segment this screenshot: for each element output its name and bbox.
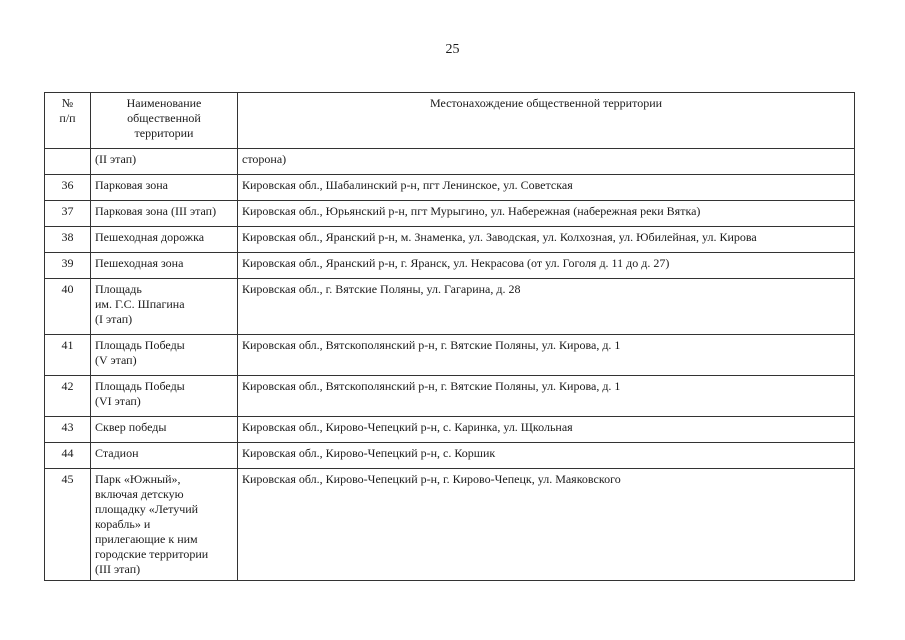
row-number: 42: [45, 376, 91, 417]
table-row: [45, 376, 855, 417]
row-location: Кировская обл., г. Вятские Поляны, ул. Гагарина, д. 28: [238, 279, 855, 335]
row-number: 43: [45, 417, 91, 443]
row-name: Площадь Победы (V этап): [91, 335, 238, 376]
row-number: 40: [45, 279, 91, 335]
table-row: [45, 279, 855, 335]
table-row: [45, 175, 855, 201]
row-location: Кировская обл., Кирово-Чепецкий р-н, с. Каринка, ул. Щкольная: [238, 417, 855, 443]
row-location: Кировская обл., Кирово-Чепецкий р-н, с. Коршик: [238, 443, 855, 469]
header-name: Наименование общественной территории: [91, 93, 238, 149]
row-name: Сквер победы: [91, 417, 238, 443]
row-name: Парковая зона (III этап): [91, 201, 238, 227]
row-number: [45, 149, 91, 175]
row-name: (II этап): [91, 149, 238, 175]
row-number: 41: [45, 335, 91, 376]
row-name: Стадион: [91, 443, 238, 469]
table-row: [45, 201, 855, 227]
row-location: сторона): [238, 149, 855, 175]
row-location: Кировская обл., Яранский р-н, м. Знаменка, ул. Заводская, ул. Колхозная, ул. Юбилейная, ул. Кирова: [238, 227, 855, 253]
row-name: Площадь им. Г.С. Шпагина (I этап): [91, 279, 238, 335]
header-location: Местонахождение общественной территории: [238, 93, 855, 149]
row-number: 36: [45, 175, 91, 201]
table-row: [45, 443, 855, 469]
row-name: Парковая зона: [91, 175, 238, 201]
row-name: Парк «Южный», включая детскую площадку «Летучий корабль» и прилегающие к ним городские территории (III этап): [91, 469, 238, 581]
row-location: Кировская обл., Кирово-Чепецкий р-н, г. Кирово-Чепецк, ул. Маяковского: [238, 469, 855, 581]
row-location: Кировская обл., Вятскополянский р-н, г. Вятские Поляны, ул. Кирова, д. 1: [238, 376, 855, 417]
row-name: Пешеходная дорожка: [91, 227, 238, 253]
row-location: Кировская обл., Вятскополянский р-н, г. Вятские Поляны, ул. Кирова, д. 1: [238, 335, 855, 376]
page-number: 25: [445, 42, 460, 57]
table-row: [45, 227, 855, 253]
table-row: [45, 469, 855, 581]
table-header-row: [45, 93, 855, 149]
header-number: № п/п: [45, 93, 91, 149]
row-name: Пешеходная зона: [91, 253, 238, 279]
row-number: 38: [45, 227, 91, 253]
row-location: Кировская обл., Яранский р-н, г. Яранск, ул. Некрасова (от ул. Гоголя д. 11 до д. 27): [238, 253, 855, 279]
row-number: 45: [45, 469, 91, 581]
table-row: [45, 417, 855, 443]
row-name: Площадь Победы (VI этап): [91, 376, 238, 417]
row-number: 44: [45, 443, 91, 469]
row-number: 39: [45, 253, 91, 279]
table-row: [45, 149, 855, 175]
table-row: [45, 253, 855, 279]
row-location: Кировская обл., Шабалинский р-н, пгт Ленинское, ул. Советская: [238, 175, 855, 201]
row-number: 37: [45, 201, 91, 227]
table-row: [45, 335, 855, 376]
row-location: Кировская обл., Юрьянский р-н, пгт Мурыгино, ул. Набережная (набережная реки Вятка): [238, 201, 855, 227]
territory-table: [44, 92, 855, 581]
